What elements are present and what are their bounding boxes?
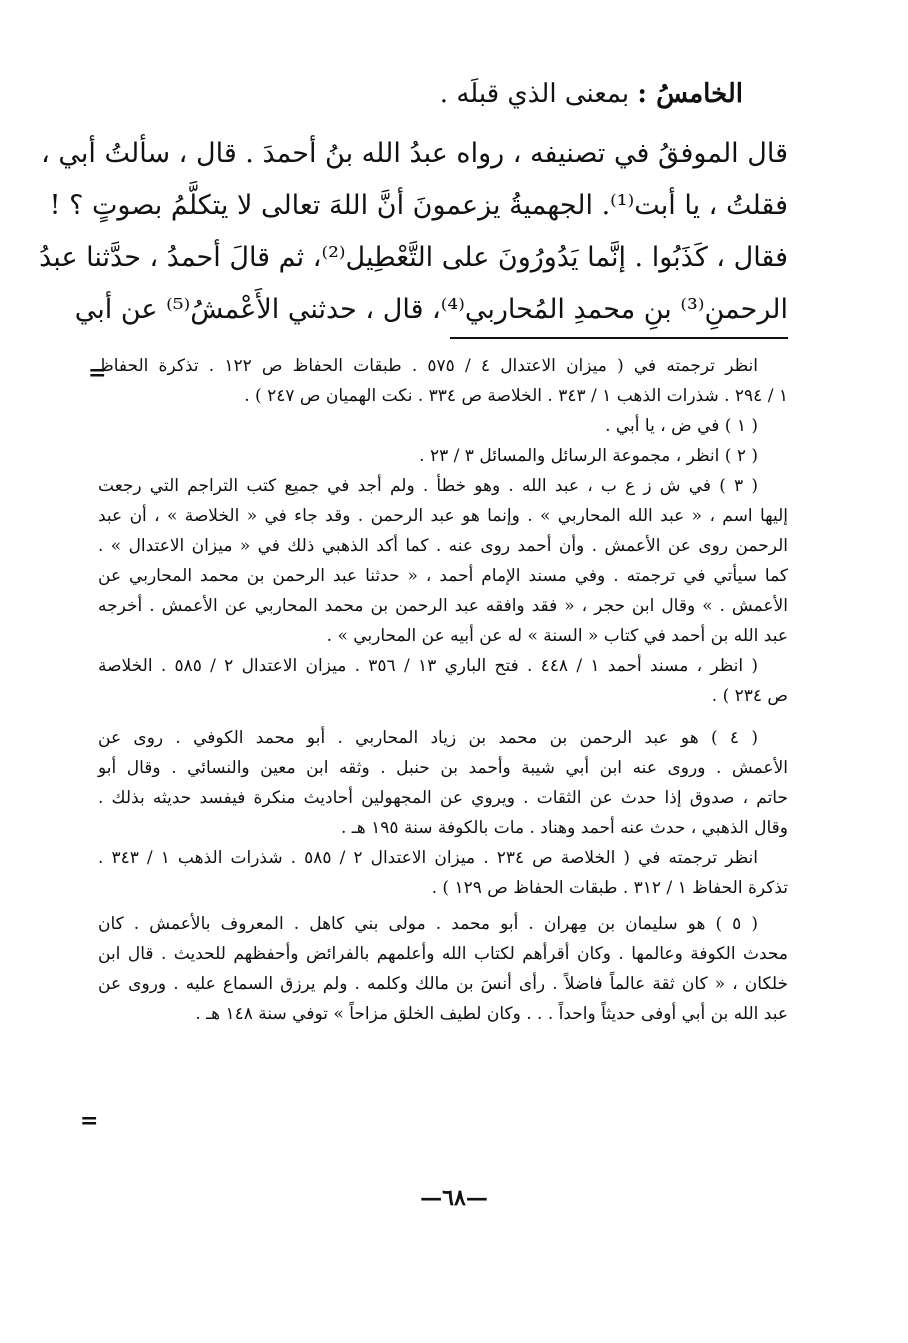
footnote-line: ( ٢ ) انظر ، مجموعة الرسائل والمسائل ٣ / ٢٣ . <box>419 446 758 466</box>
footnote-line: ص ٢٣٤ ) . <box>711 686 788 706</box>
footnote-line: الرحمن روى عن الأعمش . وأن أحمد روى عنه . كما أكد الذهبي ذلك في « ميزان الاعتدال » . <box>98 536 788 556</box>
footnote-line: إليها اسم ، « عبد الله المحاربي » . وإنما هو عبد الرحمن . وقد جاء في « الخلاصة » ، أن عبد <box>98 506 788 526</box>
footnote-line: خلكان ، « كان ثقة عالماً فاضلاً . رأى أنسَ بن مالك وكلمه . ولم يرزق السماع عليه . وروى عن <box>98 974 788 994</box>
footnote-line: ( ١ ) في ض ، يا أبي . <box>605 416 758 436</box>
footnote-line: الأعمش . » وقال ابن حجر ، « فقد وافقه عبد الرحمن بن محمد المحاربي عن الأعمش . أخرجه <box>98 596 788 616</box>
footnote-3 <box>98 471 788 651</box>
footnote-line: عبد الله بن أحمد في كتاب « السنة » له عن أبيه عن المحاربي » . <box>326 626 788 646</box>
footnote-line: ( ٤ ) هو عبد الرحمن بن محمد بن زياد المحاربي . أبو محمد الكوفي . روى عن <box>98 728 758 748</box>
footnote-4 <box>98 723 788 843</box>
footnote-line: عبد الله بن أبي أوفى حديثاً واحداً . . . وكان لطيف الخلق مزاحاً » توفي سنة ١٤٨ هـ . <box>195 1004 788 1024</box>
main-line: الرحمنِ⁽³⁾ بنِ محمدِ المُحاربي⁽⁴⁾، قال ، حدثني الأَعْمشُ⁽⁵⁾ عن أبي <box>74 294 788 325</box>
footnote-line: وقال الذهبي ، حدث عنه أحمد وهناد . مات بالكوفة سنة ١٩٥ هـ . <box>340 818 788 838</box>
footnote-5 <box>98 909 788 1029</box>
footnote-line: انظر ترجمته في ( الخلاصة ص ٢٣٤ . ميزان الاعتدال ٢ / ٥٨٥ . شذرات الذهب ١ / ٣٤٣ . <box>98 848 758 868</box>
footnote-2 <box>98 441 788 471</box>
footnote-3-reference <box>98 651 788 711</box>
footnote-line: انظر ترجمته في ( ميزان الاعتدال ٤ / ٥٧٥ . طبقات الحفاظ ص ١٢٢ . تذكرة الحفاظ <box>98 356 758 376</box>
main-line: فقال ، كَذَبُوا . إنَّما يَدُورُونَ على التَّعْطِيل⁽²⁾، ثم قالَ أحمدُ ، حدَّثنا عبدُ <box>39 242 788 273</box>
footnote-line: حاتم ، صدوق إذا حدث عن الثقات . ويروي عن المجهولين أحاديث منكرة فيفسد حديثه بذلك . <box>98 788 788 808</box>
footnote-line: محدث الكوفة وعالمها . وكان أقرأهم لكتاب الله وأعلمهم بالفرائض وأحفظهم للحديث . قال ابن <box>98 944 788 964</box>
continuation-mark-bottom: = <box>80 1108 99 1134</box>
footnote-line: الأعمش . وروى عنه ابن أبي شيبة وأحمد بن حنبل . وثقه ابن معين والنسائي . وقال أبو <box>98 758 788 778</box>
heading-lead: الخامسُ : <box>637 79 743 109</box>
page-number: —٦٨— <box>420 1185 488 1211</box>
heading-rest: بمعنى الذي قبلَه . <box>439 79 638 109</box>
footnote-4-reference <box>98 843 788 903</box>
section-heading <box>440 72 743 116</box>
continuation-mark-top: = <box>88 360 107 386</box>
footnote-line: كما سيأتي في ترجمته . وفي مسند الإمام أحمد ، « حدثنا عبد الرحمن بن محمد المحاربي عن <box>98 566 788 586</box>
footnotes <box>98 351 788 1029</box>
footnote-line: ( ٥ ) هو سليمان بن مِهران . أبو محمد . مولى بني كاهل . المعروف بالأعمش . كان <box>98 914 758 934</box>
footnote-line: ( انظر ، مسند أحمد ١ / ٤٤٨ . فتح الباري ١٣ / ٣٥٦ . ميزان الاعتدال ٢ / ٥٨٥ . الخلاصة <box>98 656 758 676</box>
main-paragraph <box>39 128 788 336</box>
footnote-1 <box>98 411 788 441</box>
footnote-line: تذكرة الحفاظ ١ / ٣١٢ . طبقات الحفاظ ص ١٢٩ ) . <box>431 878 788 898</box>
footnote-line: ١ / ٢٩٤ . شذرات الذهب ١ / ٣٤٣ . الخلاصة ص ٣٣٤ . نكت الهميان ص ٢٤٧ ) . <box>244 386 788 406</box>
footnote-bio-reference <box>98 351 788 411</box>
footnote-separator <box>450 337 788 339</box>
spacer <box>98 711 788 723</box>
footnote-line: ( ٣ ) في ش ز ع ب ، عبد الله . وهو خطأ . ولم أجد في جميع كتب التراجم التي رجعت <box>98 476 758 496</box>
main-line: قال الموفقُ في تصنيفه ، رواه عبدُ الله بنُ أحمدَ . قال ، سألتُ أبي ، <box>41 138 788 169</box>
main-line: فقلتُ ، يا أبت⁽¹⁾. الجهميةُ يزعمونَ أنَّ اللهَ تعالى لا يتكلَّمُ بصوتٍ ؟ ! <box>49 190 788 221</box>
